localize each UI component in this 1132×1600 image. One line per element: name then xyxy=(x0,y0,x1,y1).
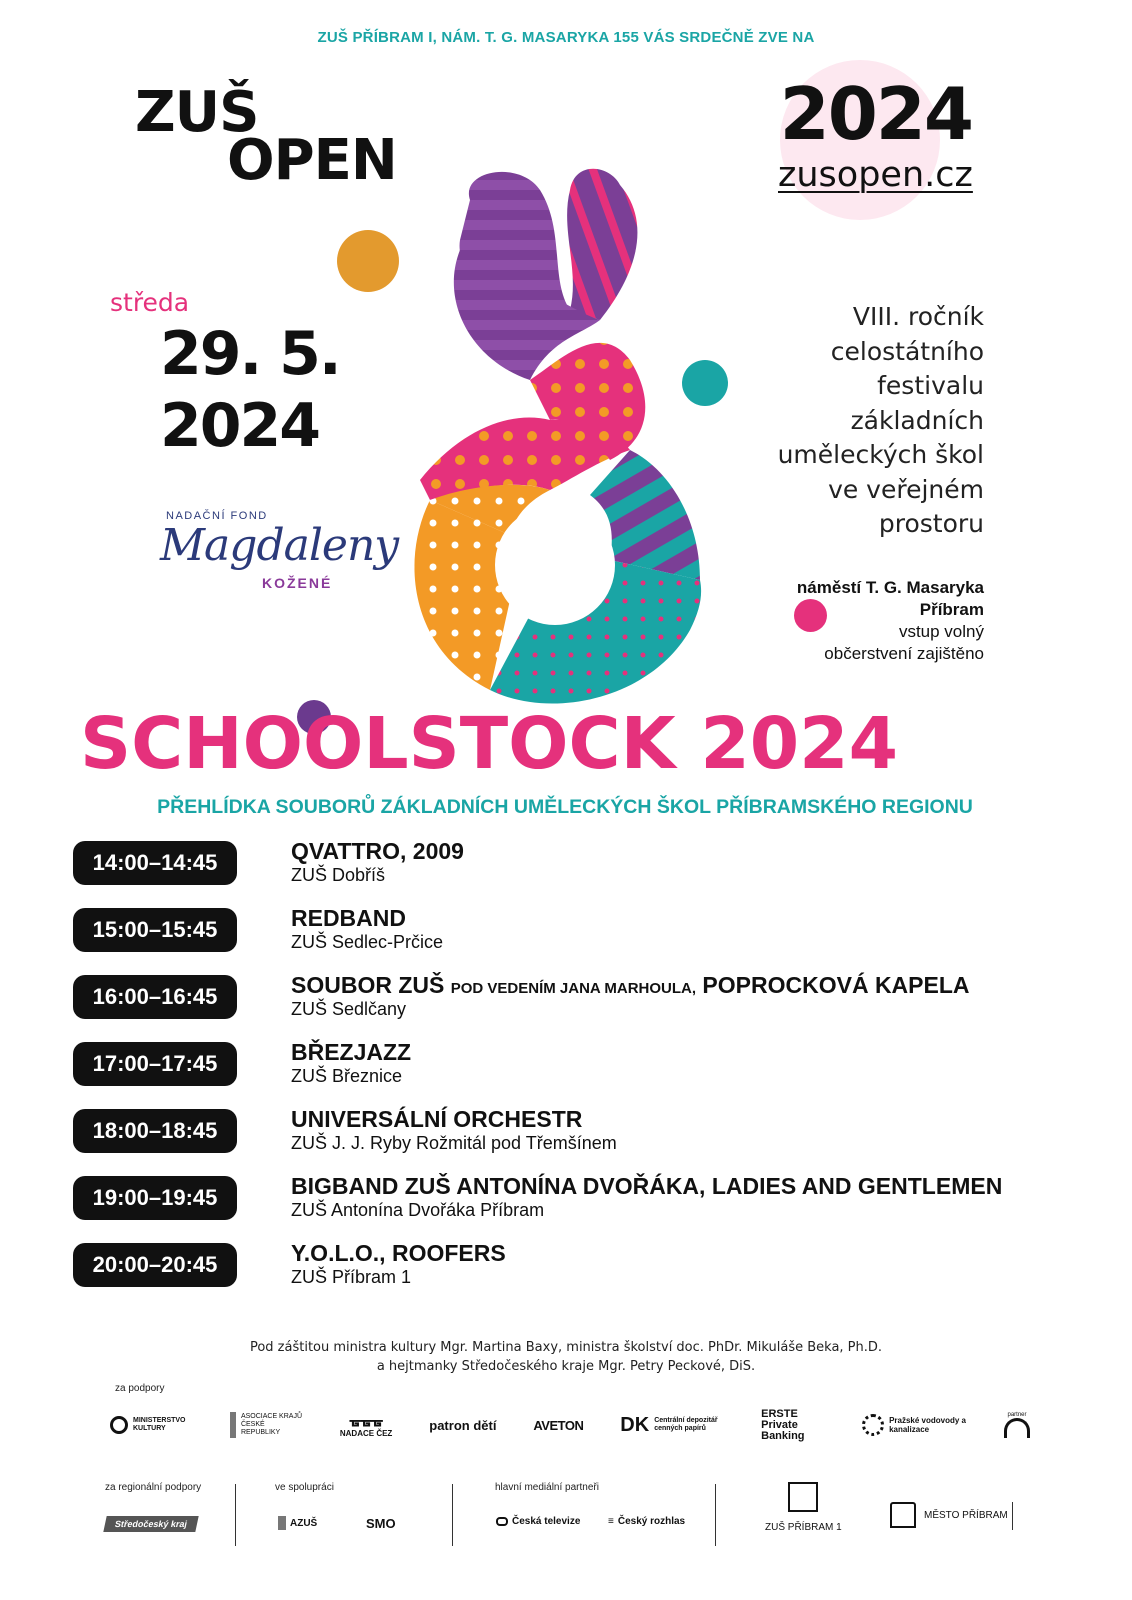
zus-pribram-icon xyxy=(788,1482,818,1512)
event-day: středa xyxy=(110,288,190,317)
patronage-text xyxy=(0,1338,1132,1376)
desc-line: celostátního xyxy=(830,336,984,366)
divider xyxy=(452,1484,453,1546)
logo-line-1: ZUŠ xyxy=(135,80,259,145)
year-heading: 2024 xyxy=(779,72,972,156)
media-partners-label: hlavní mediální partneři xyxy=(495,1482,599,1493)
partner-logo: AVETON xyxy=(533,1417,584,1433)
school-name: ZUŠ Sedlčany xyxy=(291,999,407,1019)
invite-line: ZUŠ PŘÍBRAM I, NÁM. T. G. MASARYKA 155 VÁS SRDEČNĚ ZVE NA xyxy=(317,29,815,46)
band-name: UNIVERSÁLNÍ ORCHESTR xyxy=(291,1106,583,1132)
partner-logo: ERSTE Private Banking xyxy=(761,1407,805,1442)
program-row xyxy=(73,1240,1083,1307)
cdcp-icon: DK xyxy=(620,1413,650,1436)
program-row xyxy=(73,1039,1083,1106)
desc-line: VIII. ročník xyxy=(852,302,984,331)
logo-line-2: OPEN xyxy=(227,128,397,193)
patronage-line: a hejtmanky Středočeského kraje Mgr. Petry Peckové, DiS. xyxy=(376,1359,756,1374)
time-badge: 20:00–20:45 xyxy=(73,1243,237,1287)
band-name: Y.O.L.O., ROOFERS xyxy=(291,1240,506,1266)
azus-icon xyxy=(278,1516,286,1530)
venue-city: Příbram xyxy=(919,600,984,619)
band-name: REDBAND xyxy=(291,905,406,931)
desc-line: ve veřejném xyxy=(828,474,984,504)
time-badge: 14:00–14:45 xyxy=(73,841,237,885)
school-name: ZUŠ Dobříš xyxy=(291,865,386,885)
smo-logo: SMO xyxy=(366,1516,396,1531)
partner-logo: patron dětí xyxy=(429,1417,497,1433)
partner-logos xyxy=(110,1405,1030,1445)
fund-name: Magdaleny xyxy=(160,520,399,571)
city-logo: MĚSTO PŘÍBRAM xyxy=(924,1510,1008,1521)
band-name-part: SOUBOR ZUŠ xyxy=(291,972,445,998)
cooperation-label: ve spolupráci xyxy=(275,1482,334,1493)
entry-info: vstup volný xyxy=(898,622,984,641)
event-date xyxy=(160,318,340,462)
patronage-line: Pod záštitou ministra kultury Mgr. Martina Baxy, ministra školství doc. PhDr. Mikuláše Beka, Ph.D. xyxy=(249,1340,883,1355)
ct-icon xyxy=(496,1517,508,1526)
partner-logo: DK Centrální depozitář cenných papírů xyxy=(620,1413,718,1436)
time-badge: 16:00–16:45 xyxy=(73,975,237,1019)
partner-logo: partner xyxy=(1004,1412,1030,1438)
zus-open-logo xyxy=(135,80,445,193)
event-date-line1: 29. 5. xyxy=(160,319,340,389)
program-row xyxy=(73,1106,1083,1173)
ministry-icon xyxy=(110,1416,128,1434)
program-row xyxy=(73,838,1083,905)
event-subtitle: PŘEHLÍDKA SOUBORŮ ZÁKLADNÍCH UMĚLECKÝCH ŠKOL PŘÍBRAMSKÉHO REGIONU xyxy=(157,796,973,818)
ct-logo: Česká televize xyxy=(496,1516,580,1527)
regional-support-label: za regionální podpory xyxy=(105,1482,202,1493)
azus-logo: AZUŠ xyxy=(278,1516,317,1530)
band-name-note: POD VEDENÍM JANA MARHOULA, xyxy=(450,980,697,997)
festival-description xyxy=(684,300,984,542)
school-name: ZUŠ Březnice xyxy=(291,1066,403,1086)
central-bohemia-logo: Středočeský kraj xyxy=(103,1516,198,1532)
partner-logo: ASOCIACE KRAJŮ ČESKÉ REPUBLIKY xyxy=(230,1412,303,1438)
event-title: SCHOOLSTOCK 2024 xyxy=(80,702,898,785)
fund-surname: KOŽENÉ xyxy=(262,575,333,591)
school-name: ZUŠ Příbram 1 xyxy=(291,1267,412,1287)
desc-line: festivalu xyxy=(877,371,984,400)
event-date-line2: 2024 xyxy=(160,391,319,461)
regions-association-icon xyxy=(230,1412,236,1438)
school-name: ZUŠ J. J. Ryby Rožmitál pod Třemšínem xyxy=(291,1133,617,1153)
orange-dot-decor xyxy=(337,230,399,292)
band-name: BIGBAND ZUŠ ANTONÍNA DVOŘÁKA, LADIES AND GENTLEMEN xyxy=(291,1173,1003,1199)
time-badge: 15:00–15:45 xyxy=(73,908,237,952)
venue-square: náměstí T. G. Masaryka xyxy=(796,578,984,597)
cro-icon: ≡ xyxy=(608,1516,614,1527)
organizer-logo: ZUŠ PŘÍBRAM 1 xyxy=(765,1522,842,1533)
program-row xyxy=(73,905,1083,972)
school-name: ZUŠ Antonína Dvořáka Příbram xyxy=(291,1200,545,1220)
website-link[interactable]: zusopen.cz xyxy=(778,155,973,195)
program-schedule xyxy=(73,838,1083,1307)
program-row xyxy=(73,972,1083,1039)
band-name xyxy=(291,972,970,999)
refreshment-info: občerstvení zajištěno xyxy=(824,644,984,663)
time-badge: 17:00–17:45 xyxy=(73,1042,237,1086)
partner-logo: Pražské vodovody a kanalizace xyxy=(862,1414,967,1436)
desc-line: uměleckých škol xyxy=(777,440,984,469)
cro-logo: ≡ Český rozhlas xyxy=(608,1516,686,1527)
band-name: QVATTRO, 2009 xyxy=(291,838,464,864)
desc-line: prostoru xyxy=(878,509,984,538)
desc-line: základních xyxy=(850,405,984,435)
band-name-part: POPROCKOVÁ KAPELA xyxy=(702,972,970,998)
time-badge: 18:00–18:45 xyxy=(73,1109,237,1153)
divider xyxy=(1012,1502,1013,1530)
fund-label: NADAČNÍ FOND xyxy=(166,510,268,522)
program-row xyxy=(73,1173,1083,1240)
support-label: za podpory xyxy=(115,1383,165,1394)
divider xyxy=(235,1484,236,1546)
band-name: BŘEZJAZZ xyxy=(291,1039,412,1065)
school-name: ZUŠ Sedlec-Prčice xyxy=(291,932,444,952)
cez-icon: ᚗᚗᚗ xyxy=(349,1411,383,1428)
pvk-icon xyxy=(862,1414,884,1436)
partner-logo: ᚗᚗᚗ NADACE ČEZ xyxy=(339,1411,393,1438)
venue-info xyxy=(664,577,984,665)
divider xyxy=(715,1484,716,1546)
bottom-partners xyxy=(100,1482,1040,1562)
partner-logo: MINISTERSTVO KULTURY xyxy=(110,1416,193,1434)
time-badge: 19:00–19:45 xyxy=(73,1176,237,1220)
headphones-icon xyxy=(1004,1418,1030,1438)
city-crest-icon xyxy=(890,1502,916,1528)
